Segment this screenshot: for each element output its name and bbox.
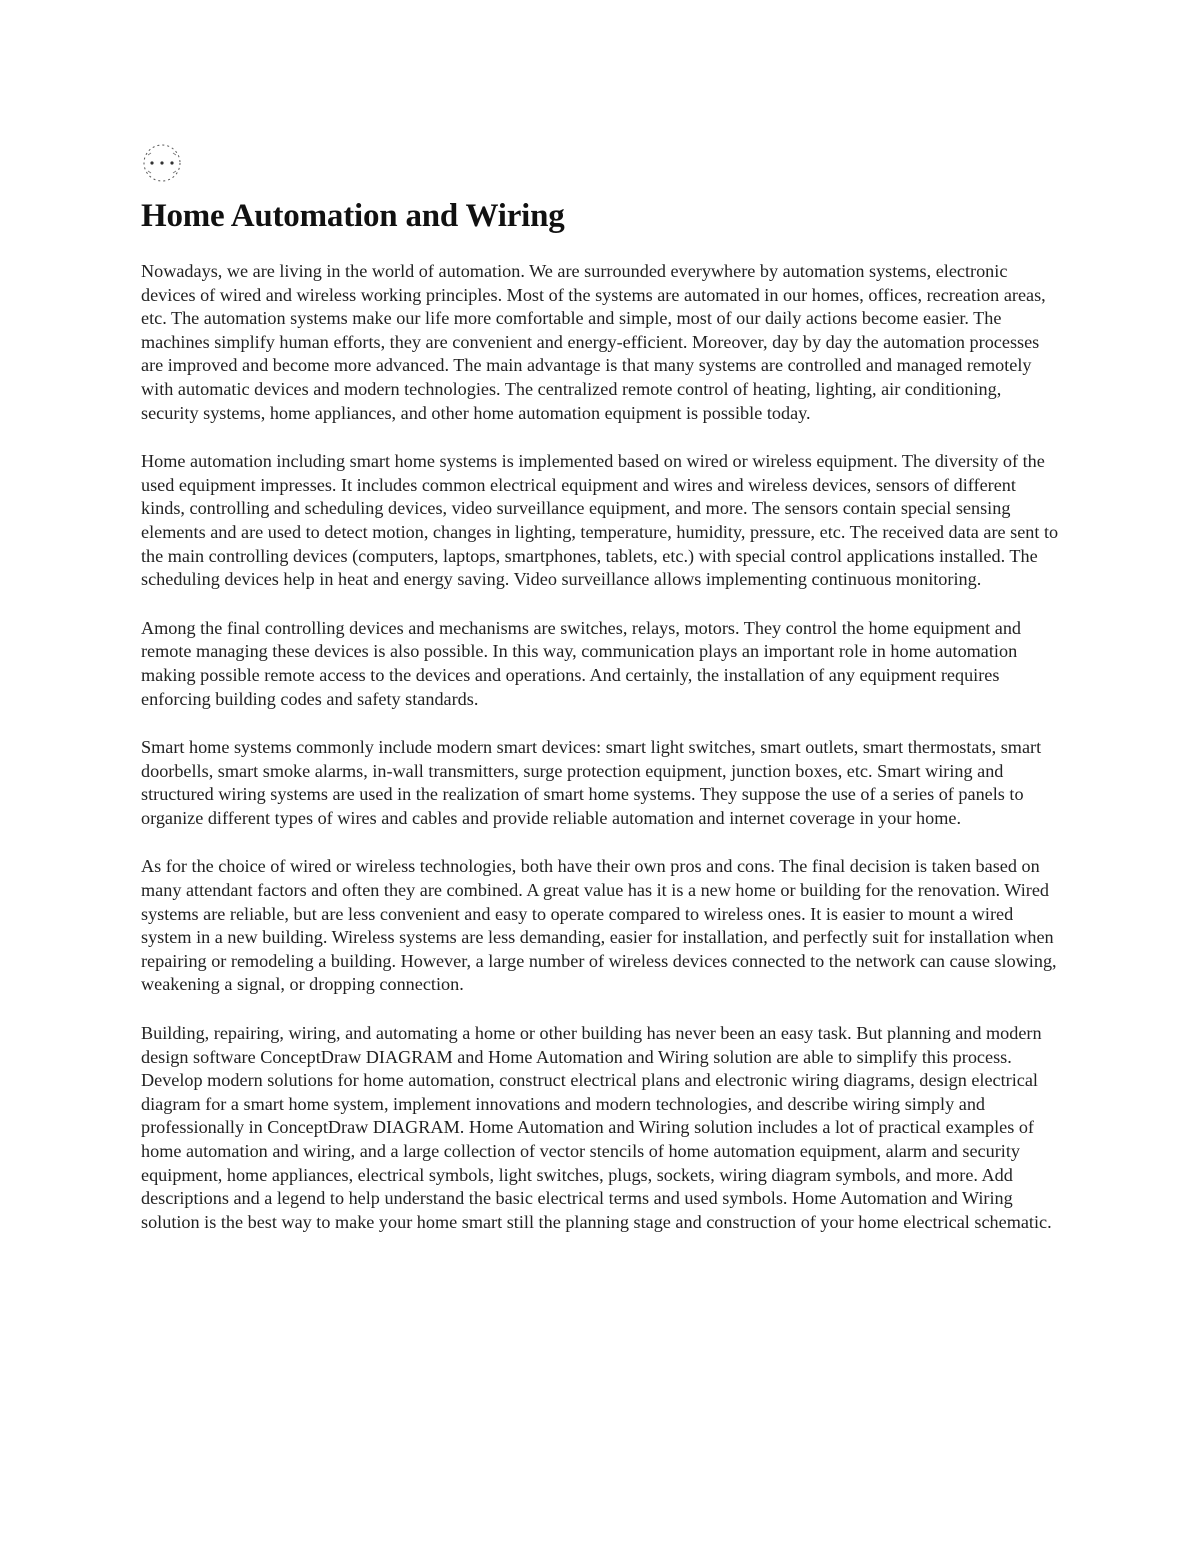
paragraph-conceptdraw: Building, repairing, wiring, and automating a home or other building has never been an easy task. But planning and modern design software ConceptDraw DIAGRAM and Home Automation and Wiring solution are able to simplify this process. Develop modern solutions for home automation, construct electrical plans and electronic wiring diagrams, design electrical diagram for a smart home system, implement innovations and modern technologies, and describe wiring simply and professionally in ConceptDraw DIAGRAM. Home Automation and Wiring solution includes a lot of practical examples of home automation and wiring, and a large collection of vector stencils of home automation equipment, alarm and security equipment, home appliances, electrical symbols, light switches, plugs, sockets, wiring diagram symbols, and more. Add descriptions and a legend to help understand the basic electrical terms and used symbols. Home Automation and Wiring solution is the best way to make your home smart still the planning stage and construction of your home electrical schematic. [141, 1023, 1052, 1232]
paragraph-equipment: Home automation including smart home systems is implemented based on wired or wireless equipment. The diversity of the used equipment impresses. It includes common electrical equipment and wires and wireless devices, sensors of different kinds, controlling and scheduling devices, video surveillance equipment, and more. The sensors contain special sensing elements and are used to detect motion, changes in lighting, temperature, humidity, pressure, etc. The received data are sent to the main controlling devices (computers, laptops, smartphones, tablets, etc.) with special control applications installed. The scheduling devices help in heat and energy saving. Video surveillance allows implementing continuous monitoring. [141, 451, 1059, 590]
paragraph-wired-vs-wireless: As for the choice of wired or wireless technologies, both have their own pros and cons. The final decision is taken based on many attendant factors and often they are combined. A great value has it is a new home or building for the renovation. Wired systems are reliable, but are less convenient and easy to operate compared to wireless ones. It is easier to mount a wired system in a new building. Wireless systems are less demanding, easier for installation, and perfectly suit for installation when repairing or remodeling a building. However, a large number of wireless devices connected to the network can cause slowing, weakening a signal, or dropping connection. [141, 856, 1057, 995]
paragraph-controlling-devices: Among the final controlling devices and mechanisms are switches, relays, motors. They control the home equipment and remote managing these devices is also possible. In this way, communication plays an important role in home automation making possible remote access to the devices and operations. And certainly, the installation of any equipment requires enforcing building codes and safety standards. [141, 617, 1022, 709]
document-page [141, 140, 1061, 1259]
paragraph-smart-devices: Smart home systems commonly include modern smart devices: smart light switches, smart outlets, smart thermostats, smart doorbells, smart smoke alarms, in-wall transmitters, surge protection equipment, junction boxes, etc. Smart wiring and structured wiring systems are used in the realization of smart home systems. They suppose the use of a series of panels to organize different types of wires and cables and provide reliable automation and internet coverage in your home. [141, 737, 1042, 828]
solution-logo-icon [139, 140, 185, 186]
page-title: Home Automation and Wiring [141, 198, 565, 234]
paragraph-intro: Nowadays, we are living in the world of automation. We are surrounded everywhere by automation systems, electronic devices of wired and wireless working principles. Most of the systems are automated in our homes, offices, recreation areas, etc. The automation systems make our life more comfortable and simple, most of our daily actions become easier. The machines simplify human efforts, they are convenient and energy-efficient. Moreover, day by day the automation processes are improved and become more advanced. The main advantage is that many systems are controlled and managed remotely with automatic devices and modern technologies. The centralized remote control of heating, lighting, air conditioning, security systems, home appliances, and other home automation equipment is possible today. [141, 261, 1046, 423]
